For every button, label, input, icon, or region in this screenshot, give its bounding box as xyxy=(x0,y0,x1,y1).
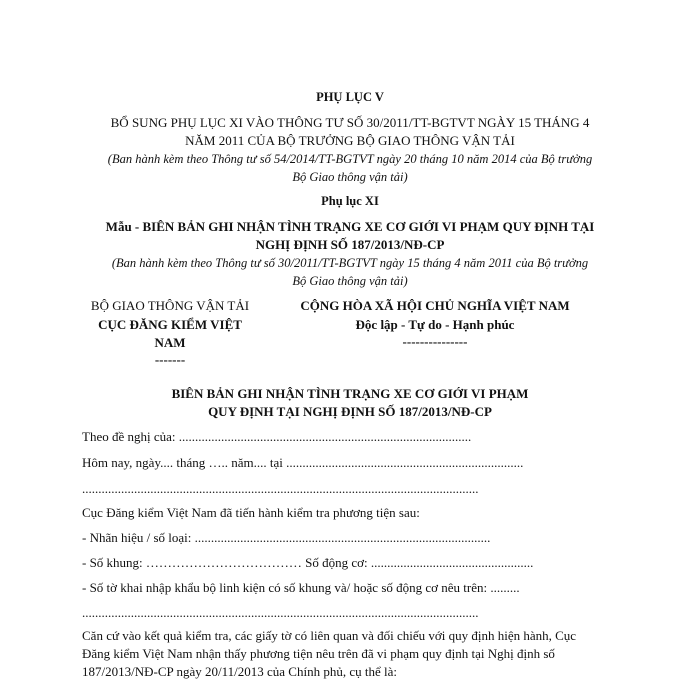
blank-line-1: .......................................................................................................................... xyxy=(82,481,479,496)
national-motto: Độc lập - Tự do - Hạnh phúc xyxy=(355,317,515,332)
left-divider: ------- xyxy=(154,352,186,367)
appendix-title: PHỤ LỤC V xyxy=(316,90,384,104)
request-field: Theo đề nghị của: .......................................................................................... xyxy=(82,429,472,444)
supplement-line-1: BỔ SUNG PHỤ LỤC XI VÀO THÔNG TƯ SỐ 30/2011/TT-BGTVT NGÀY 15 THÁNG 4 xyxy=(110,115,590,130)
republic-name: CỘNG HÒA XÃ HỘI CHỦ NGHĨA VIỆT NAM xyxy=(300,298,570,313)
form-title-line-2: NGHỊ ĐỊNH SỐ 187/2013/NĐ-CP xyxy=(255,237,445,252)
issued-note-line-2: Bộ Giao thông vận tải) xyxy=(292,170,408,184)
frame-engine-field: - Số khung: ……………………………… Số động cơ: .................................................. xyxy=(82,555,534,570)
sub-appendix-title: Phụ lục XI xyxy=(321,194,379,208)
department-name-line-1: CỤC ĐĂNG KIỂM VIỆT xyxy=(98,317,242,332)
issued-note-line-1: (Ban hành kèm theo Thông tư số 54/2014/TT-BGTVT ngày 20 tháng 10 năm 2014 của Bộ trưởng xyxy=(107,152,593,166)
record-title-line-1: BIÊN BẢN GHI NHẬN TÌNH TRẠNG XE CƠ GIỚI VI PHẠM xyxy=(171,386,529,401)
brand-model-field: - Nhãn hiệu / số loại: ........................................................................................... xyxy=(82,530,491,545)
form-title-line-1: Mẫu - BIÊN BẢN GHI NHẬN TÌNH TRẠNG XE CƠ GIỚI VI PHẠM QUY ĐỊNH TẠI xyxy=(105,219,595,234)
basis-line-3: 187/2013/NĐ-CP ngày 20/11/2013 của Chính phủ, cụ thể là: xyxy=(82,664,397,679)
record-title-line-2: QUY ĐỊNH TẠI NGHỊ ĐỊNH SỐ 187/2013/NĐ-CP xyxy=(208,404,492,419)
basis-line-1: Căn cứ vào kết quả kiểm tra, các giấy tờ có liên quan và đối chiếu với quy định hiện hành, Cục xyxy=(82,628,577,643)
basis-line-2: Đăng kiểm Việt Nam nhận thấy phương tiện nêu trên đã vi phạm quy định tại Nghị định số xyxy=(82,646,555,661)
ministry-name: BỘ GIAO THÔNG VẬN TẢI xyxy=(90,298,250,313)
import-declaration-field: - Số tờ khai nhập khẩu bộ linh kiện có số khung và/ hoặc số động cơ nêu trên: ......... xyxy=(82,580,520,595)
supplement-line-2: NĂM 2011 CỦA BỘ TRƯỞNG BỘ GIAO THÔNG VẬN TẢI xyxy=(185,133,515,148)
inspection-intro: Cục Đăng kiểm Việt Nam đã tiến hành kiểm tra phương tiện sau: xyxy=(82,505,420,520)
blank-line-2: .......................................................................................................................... xyxy=(82,605,479,620)
issued-note2-line-2: Bộ Giao thông vận tải) xyxy=(292,274,408,288)
right-divider: --------------- xyxy=(402,334,468,349)
department-name-line-2: NAM xyxy=(154,335,186,350)
issued-note2-line-1: (Ban hành kèm theo Thông tư số 30/2011/TT-BGTVT ngày 15 tháng 4 năm 2011 của Bộ trưởng xyxy=(111,256,589,270)
date-place-field: Hôm nay, ngày.... tháng ….. năm.... tại ......................................................................... xyxy=(82,455,524,470)
